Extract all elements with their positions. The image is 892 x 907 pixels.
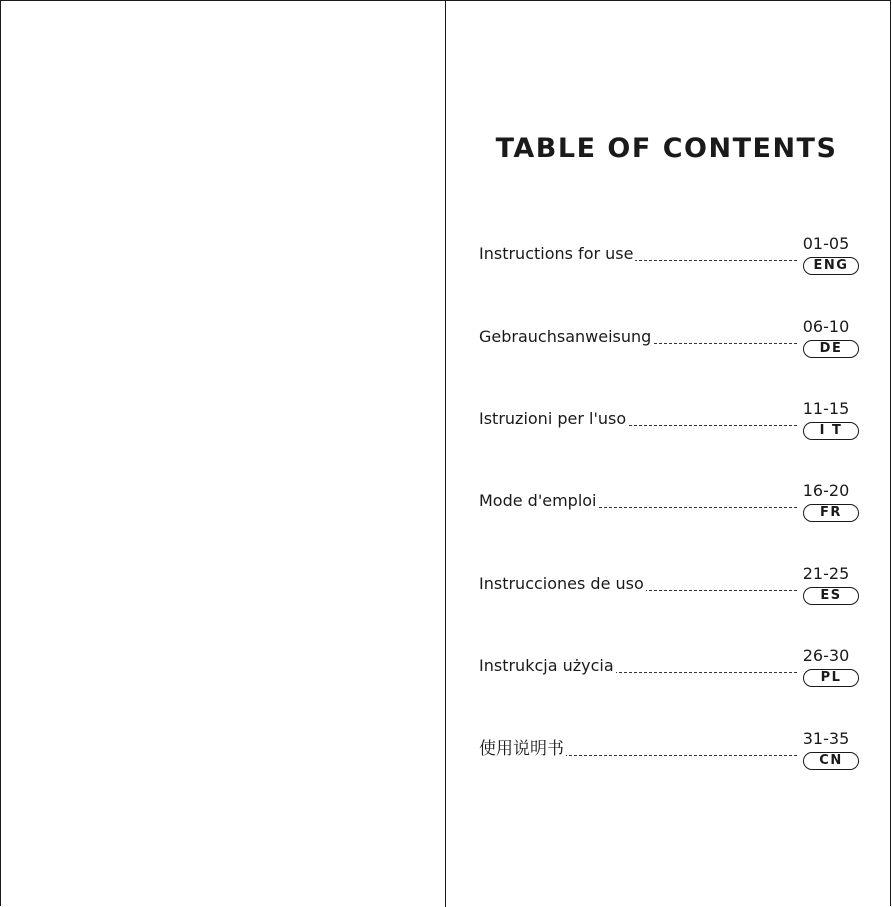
toc-page-range: 11-15 [802,399,850,418]
language-badge: ES [803,587,859,605]
language-badge: FR [803,504,859,522]
toc-page-range: 21-25 [802,564,850,583]
toc-entry-label: Instrukcja użycia [479,656,614,675]
toc-page-range: 31-35 [802,729,850,748]
toc-entry-label: Instructions for use [479,244,634,263]
language-badge: PL [803,669,859,687]
toc-entry-es[interactable] [479,564,859,608]
language-badge: CN [803,752,859,770]
toc-page-range: 01-05 [802,234,850,253]
table-of-contents-page [446,1,891,906]
toc-entry-de[interactable] [479,317,859,361]
language-badge: I T [803,422,859,440]
toc-entry-label: Istruzioni per l'uso [479,409,627,428]
toc-page-range: 06-10 [802,317,850,336]
toc-entry-label: 使用说明书 [479,739,564,759]
toc-entry-fr[interactable] [479,481,859,525]
language-badge: ENG [803,257,859,275]
toc-entry-it[interactable] [479,399,859,443]
toc-entry-label: Mode d'emploi [479,491,597,510]
toc-entry-eng[interactable] [479,234,859,278]
toc-entry-label: Instrucciones de uso [479,574,644,593]
toc-entry-label: Gebrauchsanweisung [479,327,652,346]
toc-entry-cn[interactable] [479,729,859,773]
toc-page-range: 26-30 [802,646,850,665]
blank-left-page [1,1,445,906]
toc-page-range: 16-20 [802,481,850,500]
toc-title: TABLE OF CONTENTS [495,133,838,164]
language-badge: DE [803,340,859,358]
toc-entry-pl[interactable] [479,646,859,690]
